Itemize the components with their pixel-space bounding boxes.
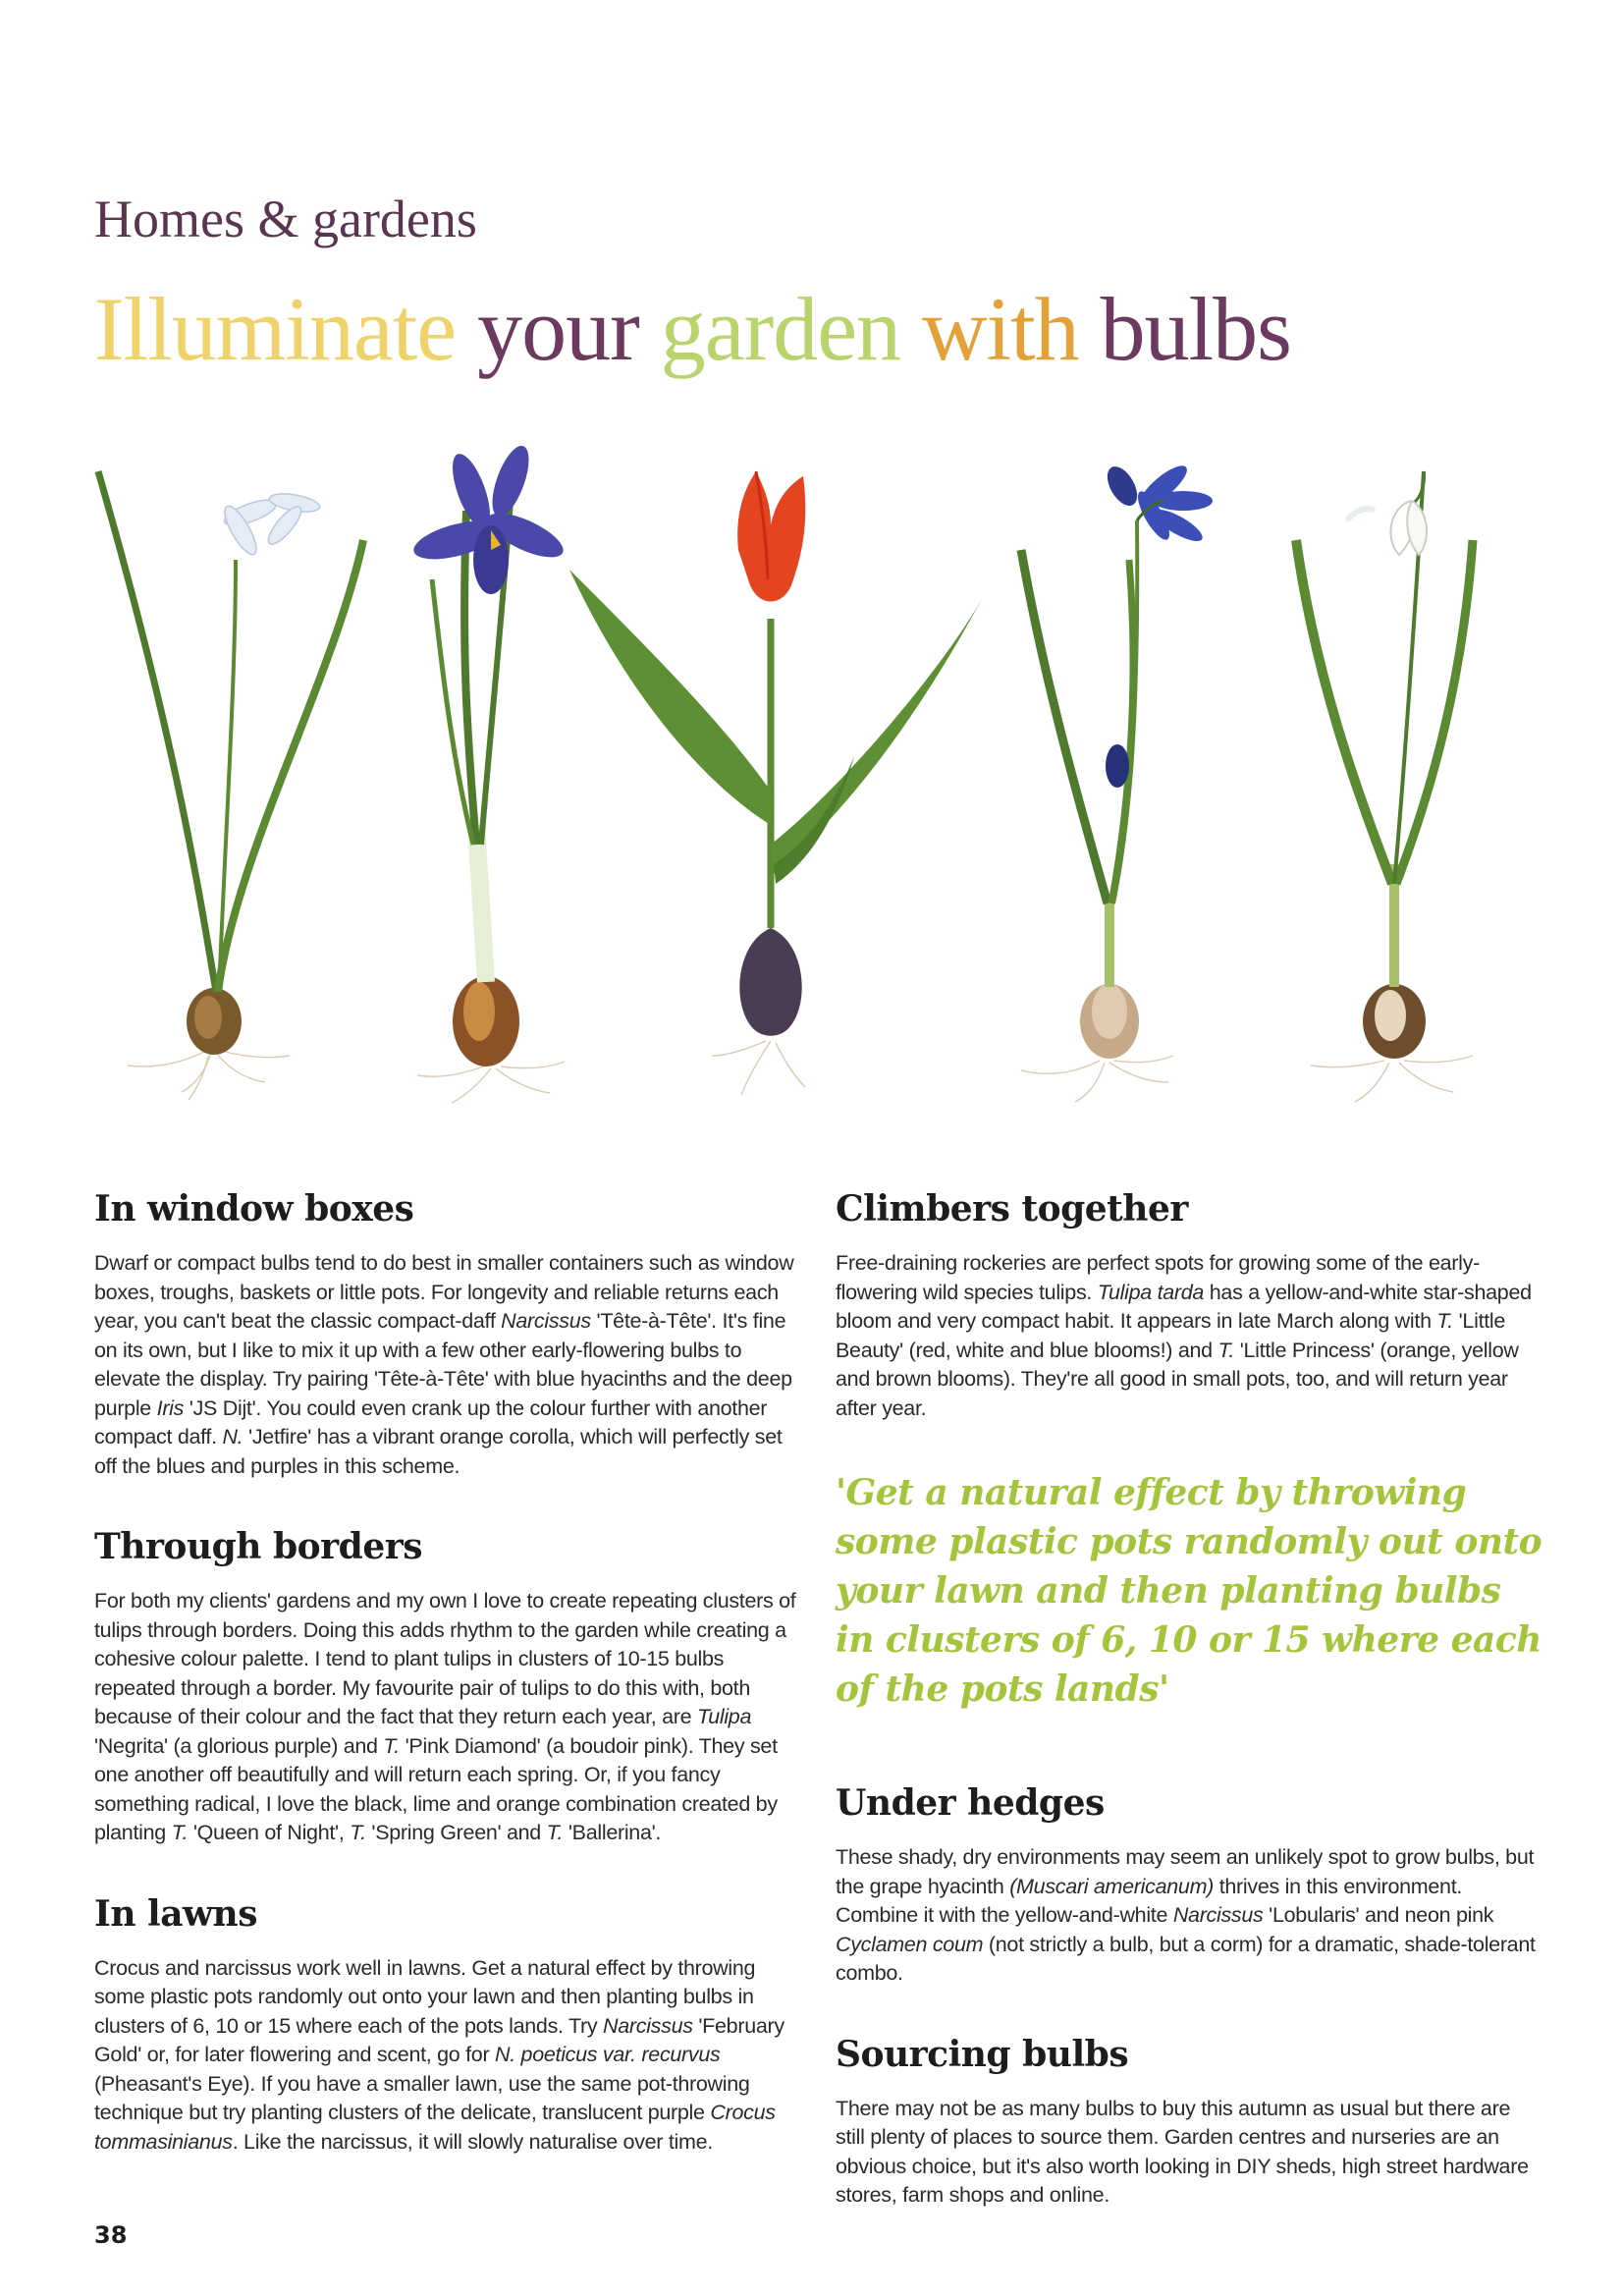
paragraph-under-hedges: These shady, dry environments may seem an unlikely spot to grow bulbs, but the grape hyacinth (Muscari americanum) thrives in this environment. Combine it with the yellow-and-white Narcissus 'Lobularis' and neon pink Cyclamen coum (not strictly a bulb, but a corm) for a dramatic, shade-tolerant combo. [836,1845,1536,1985]
heading-sourcing-bulbs: Sourcing bulbs [836,2033,1129,2075]
heading-under-hedges: Under hedges [836,1782,1105,1824]
page-number: 38 [94,2221,128,2249]
paragraph-climbers-together: Free-draining rockeries are perfect spots for growing some of the early-flowering wild species tulips. Tulipa tarda has a yellow-and-white star-shaped bloom and very compact habit. It appears in late March along with T. 'Little Beauty' (red, white and blue blooms!) and T. 'Little Princess' (orange, yellow and brown blooms). They're all good in small pots, too, and will return year after year. [836,1251,1532,1420]
iris-plant [409,442,568,1103]
headline-word-5: bulbs [1100,279,1291,379]
paragraph-window-boxes: Dwarf or compact bulbs tend to do best in smaller containers such as window boxes, troughs, baskets or little pots. For longevity and reliable returns each year, you can't beat the classic compact-daff Narcissus 'Tête-à-Tête'. It's fine on its own, but I like to mix it up with a few other early-flowering bulbs to elevate the display. Try pairing 'Tête-à-Tête' with blue hyacinths and the deep purple Iris 'JS Dijt'. You could even crank up the colour further with another compact daff. N. 'Jetfire' has a vibrant orange corolla, which will perfectly set off the blues and purples in this scheme. [94,1251,794,1478]
section-label: Homes & gardens [94,190,477,248]
headline-word-2: your [477,279,639,379]
tulip-plant [569,471,982,1095]
headline-word-3: garden [660,279,901,379]
left-column [94,1188,801,2202]
snowdrop-plant [1296,471,1473,1102]
scilla-plant [1021,460,1213,1102]
heading-climbers-together: Climbers together [836,1188,1188,1230]
heading-window-boxes: In window boxes [94,1188,414,1230]
hero-bulbs-illustration [79,432,1571,1120]
paragraph-in-lawns: Crocus and narcissus work well in lawns. Get a natural effect by throwing some plastic pots randomly out onto your lawn and then planting bulbs in clusters of 6, 10 or 15 where each of the pots lands. Try Narcissus 'February Gold' or, for later flowering and scent, go for N. poeticus var. recurvus (Pheasant's Eye). If you have a smaller lawn, use the same pot-throwing technique but try planting clusters of the delicate, translucent purple Crocus tommasinianus. Like the narcissus, it will slowly naturalise over time. [94,1955,784,2154]
headline-word-1: Illuminate [94,279,457,379]
headline-word-4: with [922,279,1079,379]
paragraph-sourcing-bulbs: There may not be as many bulbs to buy this autumn as usual but there are still plenty of places to source them. Garden centres and nurseries are an obvious choice, but it's also worth looking in DIY sheds, high street hardware stores, farm shops and online. [836,2096,1529,2207]
headline [94,277,1313,381]
heading-through-borders: Through borders [94,1526,422,1567]
snowflower-plant [98,471,363,1100]
heading-in-lawns: In lawns [94,1892,257,1935]
right-column [836,1188,1542,2256]
paragraph-through-borders: For both my clients' gardens and my own I love to create repeating clusters of tulips through borders. Doing this adds rhythm to the garden while creating a cohesive colour palette. I tend to plant tulips in clusters of 10-15 bulbs repeated through a border. My favourite pair of tulips to do this with, both because of their colour and the fact that they return each year, are Tulipa 'Negrita' (a glorious purple) and T. 'Pink Diamond' (a boudoir pink). They set one another off beautifully and will return each spring. Or, if you fancy something radical, I love the black, lime and orange combination created by planting T. 'Queen of Night', T. 'Spring Green' and T. 'Ballerina'. [94,1589,796,1844]
pull-quote: 'Get a natural effect by throwing some plastic pots randomly out onto your lawn and then planting bulbs in clusters of 6, 10 or 15 where each of the pots lands' [836,1472,1542,1710]
